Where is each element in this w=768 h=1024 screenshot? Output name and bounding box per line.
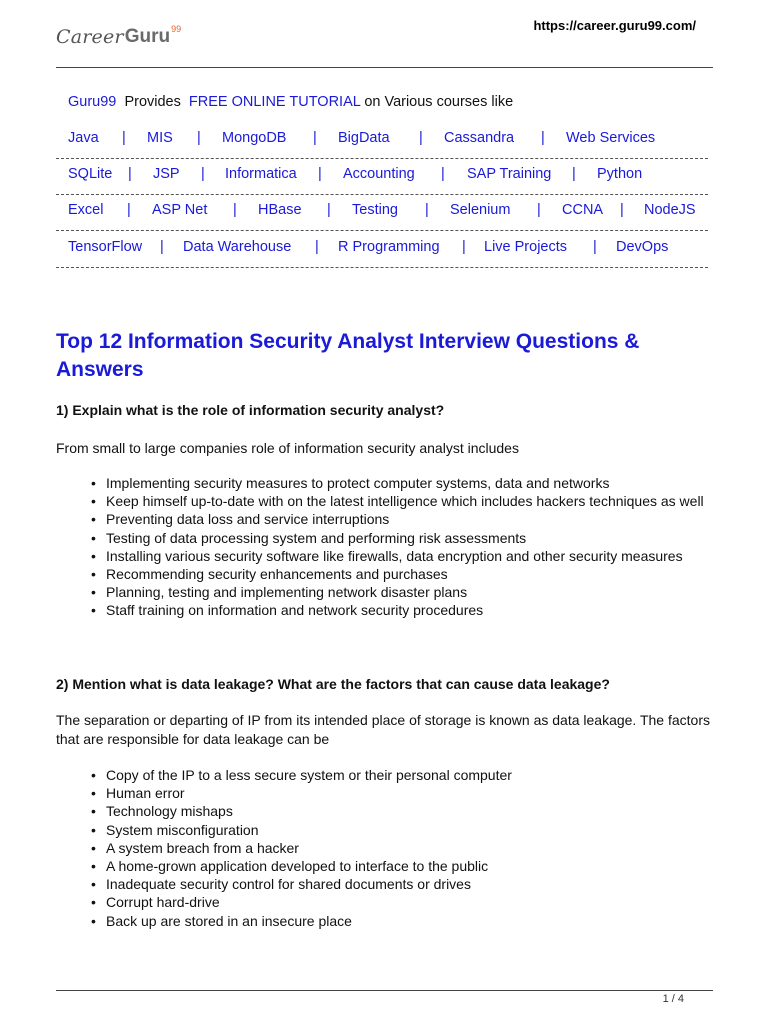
nav-separator: | xyxy=(128,166,132,182)
nav-separator: | xyxy=(127,202,131,218)
page-number: 1 / 4 xyxy=(662,993,684,1005)
course-link-devops[interactable]: DevOps xyxy=(616,239,669,255)
free-tutorial-link[interactable]: FREE ONLINE TUTORIAL xyxy=(188,94,361,110)
nav-separator: | xyxy=(122,130,126,146)
footer-divider xyxy=(56,990,713,991)
intro-line xyxy=(68,94,513,110)
question-2-bullet-list xyxy=(106,766,706,930)
nav-separator: | xyxy=(425,202,429,218)
list-item: • Keep himself up-to-date with on the latest intelligence which includes hackers techniques as well xyxy=(106,492,706,510)
course-link-ccna[interactable]: CCNA xyxy=(562,202,604,218)
nav-separator: | xyxy=(572,166,576,182)
course-link-mis[interactable]: MIS xyxy=(147,130,173,146)
nav-separator: | xyxy=(327,202,331,218)
site-url-link[interactable]: https://career.guru99.com/ xyxy=(533,18,696,33)
list-item: • Staff training on information and network security procedures xyxy=(106,601,706,619)
nav-separator: | xyxy=(201,166,205,182)
course-link-sqlite[interactable]: SQLite xyxy=(68,166,113,182)
header-divider xyxy=(56,67,713,68)
careerguru-logo[interactable] xyxy=(56,26,181,54)
list-item: • Recommending security enhancements and purchases xyxy=(106,565,706,583)
course-link-nodejs[interactable]: NodeJS xyxy=(644,202,696,218)
nav-separator: | xyxy=(160,239,164,255)
logo-99-superscript: 99 xyxy=(171,24,182,34)
list-item: • Back up are stored in an insecure place xyxy=(106,912,706,930)
course-link-web-services[interactable]: Web Services xyxy=(566,130,656,146)
course-link-mongodb[interactable]: MongoDB xyxy=(222,130,287,146)
question-2-intro: The separation or departing of IP from its intended place of storage is known as data leakage. The factors that are responsible for data leakage can be xyxy=(56,712,710,747)
question-1-heading: 1) Explain what is the role of information security analyst? xyxy=(56,402,445,418)
course-nav-row-4 xyxy=(56,231,708,268)
course-link-live-projects[interactable]: Live Projects xyxy=(484,239,568,255)
list-item: • Copy of the IP to a less secure system or their personal computer xyxy=(106,766,706,784)
question-2-heading: 2) Mention what is data leakage? What are the factors that can cause data leakage? xyxy=(56,676,610,692)
course-link-testing[interactable]: Testing xyxy=(352,202,398,218)
nav-separator: | xyxy=(315,239,319,255)
course-nav-row-3 xyxy=(56,194,708,231)
nav-separator: | xyxy=(620,202,624,218)
question-1-intro: From small to large companies role of information security analyst includes xyxy=(56,440,519,456)
nav-separator: | xyxy=(318,166,322,182)
course-link-hbase[interactable]: HBase xyxy=(258,202,302,218)
course-link-informatica[interactable]: Informatica xyxy=(225,166,297,182)
course-link-asp-net[interactable]: ASP Net xyxy=(152,202,208,218)
nav-separator: | xyxy=(593,239,597,255)
list-item: • Installing various security software like firewalls, data encryption and other security measures xyxy=(106,547,706,565)
logo-career-text: Career xyxy=(56,26,124,48)
list-item: • Human error xyxy=(106,784,706,802)
nav-separator: | xyxy=(441,166,445,182)
list-item: • A home-grown application developed to interface to the public xyxy=(106,857,706,875)
nav-separator: | xyxy=(419,130,423,146)
course-link-data-warehouse[interactable]: Data Warehouse xyxy=(183,239,292,255)
course-link-accounting[interactable]: Accounting xyxy=(343,166,415,182)
nav-separator: | xyxy=(537,202,541,218)
list-item: • System misconfiguration xyxy=(106,821,706,839)
list-item: • Implementing security measures to protect computer systems, data and networks xyxy=(106,474,706,492)
course-link-excel[interactable]: Excel xyxy=(68,202,104,218)
list-item: • Testing of data processing system and performing risk assessments xyxy=(106,529,706,547)
question-1-bullet-list xyxy=(106,474,706,620)
nav-separator: | xyxy=(313,130,317,146)
nav-separator: | xyxy=(233,202,237,218)
course-link-java[interactable]: Java xyxy=(68,130,99,146)
course-link-r-programming[interactable]: R Programming xyxy=(338,239,440,255)
course-link-sap-training[interactable]: SAP Training xyxy=(467,166,552,182)
course-nav-row-2 xyxy=(56,158,708,195)
course-link-cassandra[interactable]: Cassandra xyxy=(444,130,515,146)
intro-provides-text: Provides xyxy=(124,94,181,110)
list-item: • Inadequate security control for shared documents or drives xyxy=(106,875,706,893)
course-link-jsp[interactable]: JSP xyxy=(153,166,180,182)
course-link-selenium[interactable]: Selenium xyxy=(450,202,511,218)
nav-separator: | xyxy=(541,130,545,146)
logo-guru-text: Guru xyxy=(124,26,171,47)
list-item: • A system breach from a hacker xyxy=(106,839,706,857)
list-item: • Corrupt hard-drive xyxy=(106,893,706,911)
intro-rest-text: on Various courses like xyxy=(364,94,514,110)
article-title: Top 12 Information Security Analyst Interview Questions & Answers xyxy=(56,330,640,381)
course-link-tensorflow[interactable]: TensorFlow xyxy=(68,239,143,255)
list-item: • Preventing data loss and service interruptions xyxy=(106,510,706,528)
list-item: • Planning, testing and implementing network disaster plans xyxy=(106,583,706,601)
nav-separator: | xyxy=(197,130,201,146)
list-item: • Technology mishaps xyxy=(106,802,706,820)
course-link-python[interactable]: Python xyxy=(597,166,643,182)
guru99-link[interactable]: Guru99 xyxy=(68,94,117,110)
course-nav-row-1 xyxy=(56,122,708,159)
course-link-bigdata[interactable]: BigData xyxy=(338,130,390,146)
nav-separator: | xyxy=(462,239,466,255)
